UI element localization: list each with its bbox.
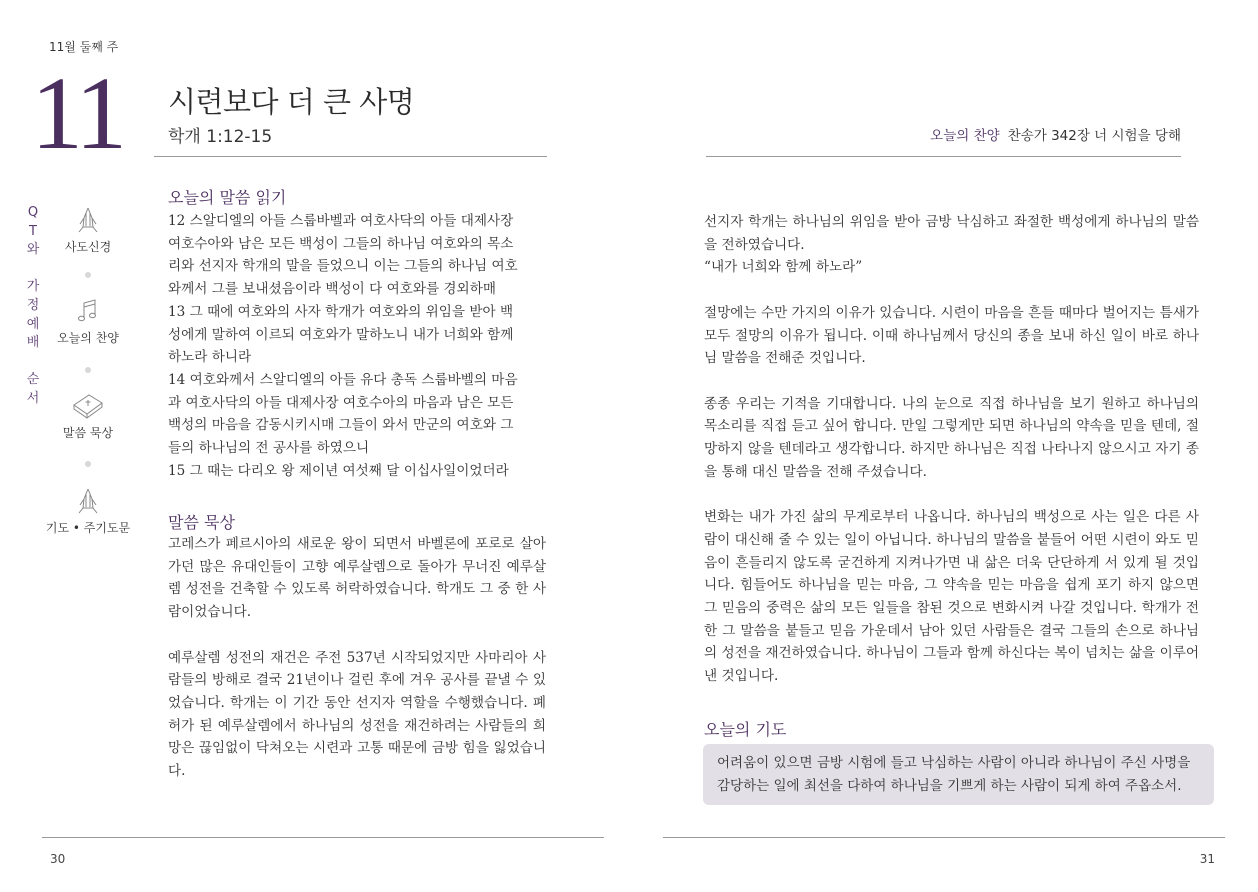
sidebar-divider-dot — [85, 367, 91, 373]
right-paragraph: 종종 우리는 기적을 기대합니다. 나의 눈으로 직접 하나님을 보기 원하고 하나님의 목소리를 직접 듣고 싶어 합니다. 만일 그렇게만 되면 하나님의 약속을 믿을 텐데, 절망하지 않을 텐데라고 생각합니다. 하지만 하나님은 직접 나타나지 않으시고 자기 종을 통해 대신 말씀을 전해 주셨습니다. — [704, 395, 1199, 480]
vertical-char: 정 — [26, 297, 40, 313]
page-number-left: 30 — [50, 852, 66, 866]
sidebar-divider-dot — [85, 461, 91, 467]
praying-hands-icon — [73, 486, 103, 516]
prayer-section-title: 오늘의 기도 — [704, 720, 787, 739]
vertical-char — [25, 260, 41, 279]
sidebar-item-creed — [38, 205, 138, 255]
sidebar-item-hymn — [38, 296, 138, 346]
prayer-box: 어려움이 있으면 금방 시험에 들고 낙심하는 사람이 아니라 하나님이 주신 사명을 감당하는 일에 최선을 다하여 하나님을 기쁘게 하는 사람이 되게 하여 주옵소서. — [703, 744, 1214, 805]
verse-line: 성에게 말하여 이르되 여호와가 말하노니 내가 너희와 함께 — [168, 326, 514, 343]
week-label: 11월 둘째 주 — [49, 40, 119, 54]
verse-line: 13 그 때에 여호와의 사자 학개가 여호와의 위임을 받아 백 — [168, 303, 514, 320]
verse-line: 백성의 마음을 감동시키시매 그들이 와서 만군의 여호와 그 — [168, 417, 514, 434]
vertical-char: 와 — [26, 242, 40, 258]
reading-section-title: 오늘의 말씀 읽기 — [168, 188, 287, 207]
sidebar-item-label: 말씀 묵상 — [62, 426, 114, 440]
verse-line: 12 스알디엘의 아들 스룹바벨과 여호사닥의 아들 대제사장 — [168, 213, 514, 229]
meditation-paragraph: 예루살렘 성전의 재건은 주전 537년 시작되었지만 사마리아 사람들의 방해로 결국 21년이나 걸린 후에 겨우 공사를 끝낼 수 있었습니다. 학개는 이 기간 동안 선지자 역할을 수행했습니다. 폐허가 된 예루살렘에서 하나님의 성전을 재건하려는 사람들의 희망은 끊임없이 닥쳐오는 시련과 고통 때문에 금방 힘을 잃었습니다. — [168, 649, 546, 780]
hymn-text: 찬송가 342장 너 시험을 당해 — [1007, 128, 1181, 144]
praying-hands-icon — [73, 205, 103, 235]
right-paragraph: 선지자 학개는 하나님의 위임을 받아 금방 낙심하고 좌절한 백성에게 하나님의 말씀을 전하였습니다. “내가 너희와 함께 하노라” — [704, 214, 1199, 276]
verse-line: 와께서 그를 보내셨음이라 백성이 다 여호와를 경외하매 — [168, 281, 496, 298]
meditation-paragraph: 고레스가 페르시아의 새로운 왕이 되면서 바벨론에 포로로 살아가던 많은 유대인들이 고향 예루살렘으로 돌아가 무너진 예루살렘 성전을 건축할 수 있도록 허락하였습니다. 학개도 그 중 한 사람이었습니다. — [168, 536, 546, 621]
verse-line: 15 그 때는 다리오 왕 제이년 여섯째 달 이십사일이었더라 — [168, 462, 509, 479]
vertical-char: Q — [27, 205, 39, 220]
vertical-char: 순 — [26, 372, 40, 388]
sidebar-item-label: 기도 • 주기도문 — [45, 521, 131, 535]
music-note-icon — [73, 296, 103, 326]
page-title: 시련보다 더 큰 사명 — [168, 85, 415, 119]
meditation-section-title: 말씀 묵상 — [168, 513, 235, 532]
vertical-char: 가 — [26, 279, 40, 295]
verse-line: 14 여호와께서 스알디엘의 아들 유다 총독 스룹바벨의 마음 — [168, 371, 518, 388]
header-rule-left — [154, 156, 547, 157]
sidebar-item-label: 오늘의 찬양 — [57, 331, 119, 345]
hymn-label: 오늘의 찬양 — [930, 128, 1000, 144]
vertical-char: 배 — [26, 335, 40, 351]
hymn-info — [930, 124, 1181, 144]
vertical-char: 예 — [26, 316, 40, 332]
sidebar-item-meditation — [38, 391, 138, 441]
footer-rule-right — [663, 837, 1225, 838]
vertical-char: T — [29, 223, 37, 239]
footer-rule-left — [42, 837, 604, 838]
verse-line: 과 여호사닥의 아들 대제사장 여호수아의 마음과 남은 모든 — [168, 394, 514, 411]
verse-line: 하노라 하니라 — [168, 349, 252, 366]
verse-line: 리와 선지자 학개의 말을 들었으니 이는 그들의 하나님 여호 — [168, 258, 518, 275]
right-page-text — [704, 211, 1199, 688]
right-paragraph: 변화는 내가 가진 삶의 무게로부터 나옵니다. 하나님의 백성으로 사는 일은 다른 사람이 대신해 줄 수 있는 일이 아닙니다. 하나님의 말씀을 붙들어 어떤 시련이 와도 믿음이 흔들리지 않도록 굳건하게 지켜나가면 내 삶은 더욱 단단하게 서 있게 될 것입니다. 힘들어도 하나님을 믿는 마음, 그 약속을 믿는 마음을 쉽게 포기 하지 않으면 그 믿음의 중력은 삶의 모든 일들을 참된 것으로 변화시켜 나갈 것입니다. 학개가 전한 그 말씀을 붙들고 믿음 가운데서 남아 있던 사람들은 결국 그들의 손으로 하나님의 성전을 재건하였습니다. 하나님이 그들과 함께 하신다는 복이 넘치는 삶을 이루어낸 것입니다. — [704, 509, 1199, 685]
meditation-text — [168, 533, 546, 783]
sidebar-item-prayer — [38, 486, 138, 536]
sidebar-item-label: 사도신경 — [64, 240, 112, 254]
right-paragraph: 절망에는 수만 가지의 이유가 있습니다. 시련이 마음을 흔들 때마다 벌어지는 틈새가 모두 절망의 이유가 됩니다. 이때 하나님께서 당신의 종을 보내 하신 일이 바로 하나님 말씀을 전해준 것입니다. — [704, 304, 1199, 367]
scripture-reading-text — [168, 210, 548, 482]
page-number-right: 31 — [1199, 852, 1215, 866]
verse-line: 여호수아와 남은 모든 백성이 그들의 하나님 여호와의 목소 — [168, 235, 514, 252]
day-number: 11 — [31, 56, 124, 171]
vertical-char — [25, 353, 41, 372]
header-rule-right — [706, 156, 1181, 157]
vertical-char: 서 — [26, 390, 40, 406]
verse-line: 들의 하나님의 전 공사를 하였으니 — [168, 440, 370, 457]
bible-icon — [71, 391, 105, 421]
scripture-reference: 학개 1:12-15 — [168, 127, 273, 147]
sidebar-divider-dot — [85, 272, 91, 278]
